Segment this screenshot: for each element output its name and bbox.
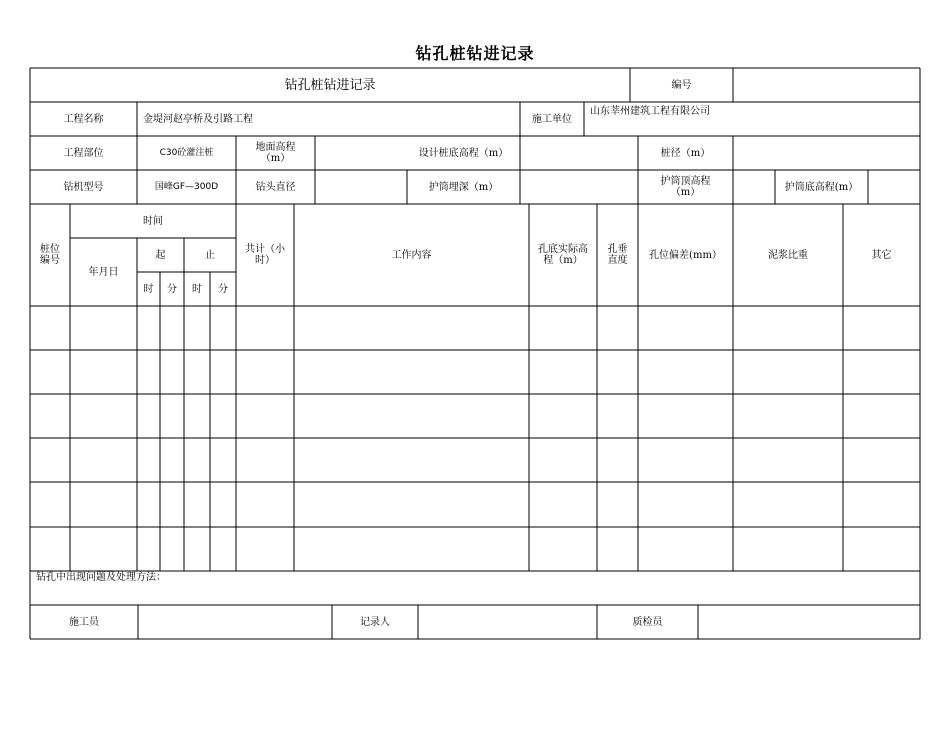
cell-start-hour[interactable] (137, 306, 160, 350)
cell-other[interactable] (843, 394, 920, 438)
cell-date[interactable] (70, 527, 137, 571)
cell-pile-no[interactable] (30, 350, 70, 394)
cell-end-hour[interactable] (184, 350, 210, 394)
cell-hole-deviation[interactable] (638, 482, 733, 527)
contractor-label: 施工单位 (532, 113, 572, 125)
cell-end-minute[interactable] (210, 306, 236, 350)
col-work-content: 工作内容 (391, 249, 432, 261)
form-title: 钻孔桩钻进记录 (284, 77, 376, 93)
cell-hole-deviation[interactable] (638, 350, 733, 394)
cell-end-hour[interactable] (184, 527, 210, 571)
cell-start-minute[interactable] (160, 350, 184, 394)
design-bottom-elevation-label: 设计桩底高程（m） (418, 147, 509, 159)
cell-start-minute[interactable] (160, 306, 184, 350)
cell-work-content[interactable] (294, 350, 529, 394)
cell-date[interactable] (70, 482, 137, 527)
cell-other[interactable] (843, 306, 920, 350)
cell-hole-deviation[interactable] (638, 438, 733, 482)
ground-elevation-value[interactable] (315, 136, 407, 170)
part-label: 工程部位 (63, 147, 104, 159)
casing-depth-label: 护筒埋深（m） (428, 181, 499, 193)
col-end: 止 (205, 249, 215, 261)
col-hole-bottom-elevation: 孔底实际高程（m） (538, 244, 588, 266)
cell-start-hour[interactable] (137, 527, 160, 571)
cell-total-hours[interactable] (236, 306, 294, 350)
cell-pile-no[interactable] (30, 306, 70, 350)
cell-other[interactable] (843, 350, 920, 394)
col-start-minute: 分 (167, 283, 177, 295)
col-other: 其它 (871, 249, 892, 261)
col-start-hour: 时 (143, 283, 154, 295)
col-mud-density: 泥浆比重 (768, 249, 808, 261)
contractor-value[interactable]: 山东莘州建筑工程有限公司 (590, 106, 710, 117)
issues-label: 钻孔中出现问题及处理方法： (36, 572, 166, 583)
cell-start-hour[interactable] (137, 394, 160, 438)
cell-end-minute[interactable] (210, 482, 236, 527)
cell-hole-deviation[interactable] (638, 394, 733, 438)
cell-start-hour[interactable] (137, 482, 160, 527)
col-end-minute: 分 (218, 283, 228, 295)
cell-verticality[interactable] (597, 306, 638, 350)
cell-end-minute[interactable] (210, 350, 236, 394)
cell-end-hour[interactable] (184, 306, 210, 350)
cell-total-hours[interactable] (236, 350, 294, 394)
cell-other[interactable] (843, 438, 920, 482)
cell-hole-deviation[interactable] (638, 306, 733, 350)
cell-total-hours[interactable] (236, 527, 294, 571)
rig-model-label: 钻机型号 (63, 181, 104, 193)
cell-end-hour[interactable] (184, 482, 210, 527)
rig-model-value[interactable]: 国峰GF—300D (154, 181, 219, 192)
casing-depth-value[interactable] (520, 170, 638, 204)
cell-hole-bottom-elevation[interactable] (529, 482, 597, 527)
cell-other[interactable] (843, 527, 920, 571)
col-end-hour: 时 (192, 283, 202, 295)
cell-mud-density[interactable] (733, 394, 843, 438)
cell-verticality[interactable] (597, 438, 638, 482)
cell-work-content[interactable] (294, 527, 529, 571)
cell-pile-no[interactable] (30, 438, 70, 482)
pile-diameter-label: 桩径（m） (660, 147, 711, 159)
cell-mud-density[interactable] (733, 438, 843, 482)
col-pile-no: 桩位编号 (40, 244, 60, 266)
casing-bottom-elevation-value[interactable] (868, 170, 920, 204)
cell-end-minute[interactable] (210, 438, 236, 482)
col-hole-deviation: 孔位偏差(mm） (649, 249, 722, 261)
cell-start-minute[interactable] (160, 527, 184, 571)
design-bottom-elevation-value[interactable] (520, 136, 638, 170)
cell-date[interactable] (70, 438, 137, 482)
number-label: 编号 (671, 79, 692, 91)
cell-hole-bottom-elevation[interactable] (529, 438, 597, 482)
casing-top-elevation-value[interactable] (733, 170, 775, 204)
page-title: 钻孔桩钻进记录 (415, 44, 535, 63)
cell-date[interactable] (70, 350, 137, 394)
casing-bottom-elevation-label: 护筒底高程(m） (784, 181, 859, 193)
cell-date[interactable] (70, 306, 137, 350)
cell-work-content[interactable] (294, 482, 529, 527)
cell-other[interactable] (843, 482, 920, 527)
cell-work-content[interactable] (294, 306, 529, 350)
cell-total-hours[interactable] (236, 394, 294, 438)
cell-start-hour[interactable] (137, 350, 160, 394)
cell-verticality[interactable] (597, 482, 638, 527)
cell-work-content[interactable] (294, 394, 529, 438)
ground-elevation-label: 地面高程（m） (255, 142, 296, 164)
project-name-label: 工程名称 (63, 113, 104, 125)
cell-hole-bottom-elevation[interactable] (529, 394, 597, 438)
constructor-value[interactable] (138, 605, 332, 639)
cell-end-minute[interactable] (210, 394, 236, 438)
cell-mud-density[interactable] (733, 306, 843, 350)
cell-pile-no[interactable] (30, 394, 70, 438)
cell-work-content[interactable] (294, 438, 529, 482)
cell-mud-density[interactable] (733, 350, 843, 394)
col-time: 时间 (143, 215, 163, 227)
inspector-label: 质检员 (632, 616, 663, 628)
bit-diameter-label: 钻头直径 (255, 181, 296, 193)
cell-start-minute[interactable] (160, 438, 184, 482)
cell-hole-bottom-elevation[interactable] (529, 527, 597, 571)
cell-end-hour[interactable] (184, 438, 210, 482)
constructor-label: 施工员 (69, 616, 99, 628)
cell-verticality[interactable] (597, 350, 638, 394)
cell-pile-no[interactable] (30, 482, 70, 527)
cell-end-minute[interactable] (210, 527, 236, 571)
cell-hole-deviation[interactable] (638, 527, 733, 571)
pile-diameter-value[interactable] (733, 136, 920, 170)
cell-verticality[interactable] (597, 394, 638, 438)
cell-start-minute[interactable] (160, 394, 184, 438)
cell-total-hours[interactable] (236, 482, 294, 527)
cell-start-minute[interactable] (160, 482, 184, 527)
cell-mud-density[interactable] (733, 527, 843, 571)
cell-total-hours[interactable] (236, 438, 294, 482)
cell-start-hour[interactable] (137, 438, 160, 482)
cell-hole-bottom-elevation[interactable] (529, 306, 597, 350)
recorder-label: 记录人 (360, 616, 390, 628)
cell-date[interactable] (70, 394, 137, 438)
col-total-hours: 共计（小时） (245, 244, 285, 266)
cell-hole-bottom-elevation[interactable] (529, 350, 597, 394)
inspector-value[interactable] (698, 605, 920, 639)
project-name-value[interactable]: 金堤河赵亭桥及引路工程 (143, 113, 253, 125)
col-verticality: 孔垂直度 (607, 244, 628, 266)
cell-pile-no[interactable] (30, 527, 70, 571)
recorder-value[interactable] (418, 605, 597, 639)
part-value[interactable]: C30砼灌注桩 (159, 147, 214, 158)
cell-mud-density[interactable] (733, 482, 843, 527)
col-date: 年月日 (88, 266, 119, 278)
cell-end-hour[interactable] (184, 394, 210, 438)
bit-diameter-value[interactable] (315, 170, 407, 204)
col-start: 起 (155, 249, 166, 261)
casing-top-elevation-label: 护筒顶高程（m） (660, 176, 711, 198)
number-value[interactable] (733, 68, 920, 102)
cell-verticality[interactable] (597, 527, 638, 571)
